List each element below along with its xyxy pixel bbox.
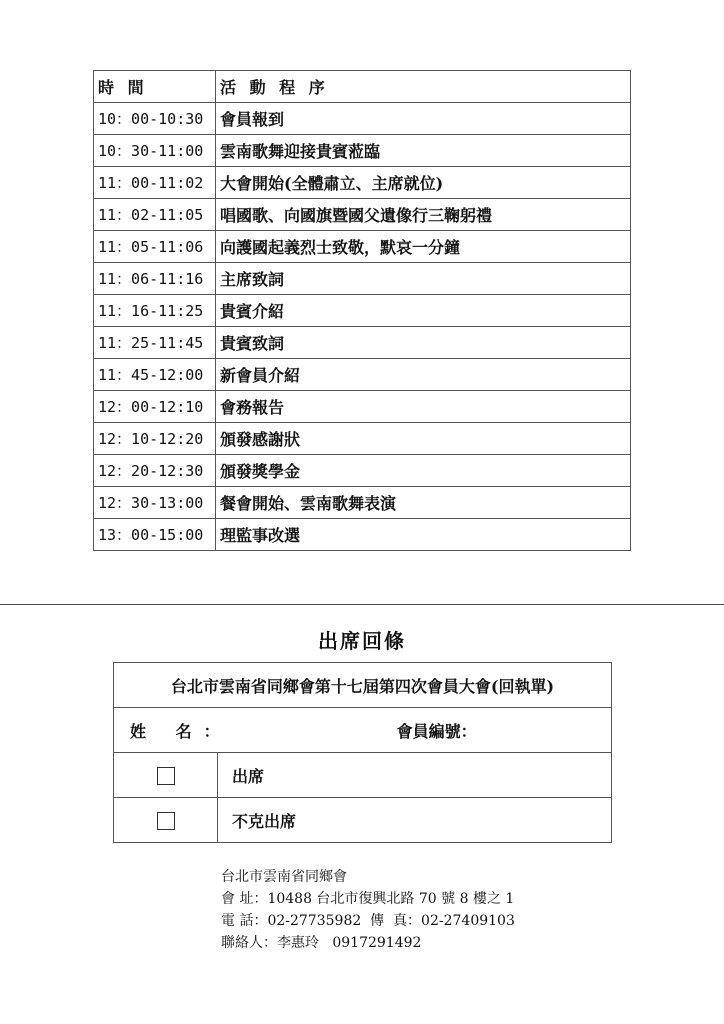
row-item: 頒發獎學金 (216, 455, 631, 487)
table-row (94, 487, 631, 519)
row-time: 11：25-11:45 (94, 327, 216, 359)
header-program: 活 動 程 序 (216, 71, 631, 103)
row-time: 12：30-13:00 (94, 487, 216, 519)
row-time: 10：00-10:30 (94, 103, 216, 135)
contact-phone-fax: 電 話：02-27735982 傳 真：02-27409103 (221, 913, 515, 929)
row-time: 11：05-11:06 (94, 231, 216, 263)
row-item: 大會開始(全體肅立、主席就位) (216, 167, 631, 199)
row-time: 12：00-12:10 (94, 391, 216, 423)
row-item: 貴賓介紹 (216, 295, 631, 327)
table-row (94, 167, 631, 199)
schedule-table (93, 70, 631, 551)
table-row (94, 327, 631, 359)
absent-checkbox[interactable] (157, 812, 175, 830)
row-item: 餐會開始、雲南歌舞表演 (216, 487, 631, 519)
row-item: 雲南歌舞迎接貴賓蒞臨 (216, 135, 631, 167)
table-row (94, 519, 631, 551)
name-row (114, 708, 612, 753)
table-row (94, 199, 631, 231)
attend-option-label: 出席 (218, 753, 612, 798)
row-time: 11：06-11:16 (94, 263, 216, 295)
attend-checkbox[interactable] (157, 767, 175, 785)
absent-option-label: 不克出席 (218, 798, 612, 843)
contact-address: 會 址：10488 台北市復興北路 70 號 8 樓之 1 (221, 891, 515, 907)
absent-checkbox-cell (114, 798, 218, 843)
header-time: 時 間 (94, 71, 216, 103)
reply-form (113, 662, 612, 843)
table-row (94, 391, 631, 423)
contact-org: 台北市雲南省同鄉會 (221, 869, 347, 885)
row-time: 12：10-12:20 (94, 423, 216, 455)
row-item: 唱國歌、向國旗暨國父遺像行三鞠躬禮 (216, 199, 631, 231)
contact-person: 聯絡人：李惠玲 0917291492 (221, 935, 422, 951)
member-no-label: 會員編號： (396, 721, 477, 741)
reply-title: 出席回條 (318, 629, 406, 653)
contact-info (221, 866, 515, 954)
row-item: 會員報到 (216, 103, 631, 135)
cut-line-divider (0, 604, 724, 605)
row-time: 11：16-11:25 (94, 295, 216, 327)
row-time: 11：00-11:02 (94, 167, 216, 199)
row-item: 頒發感謝狀 (216, 423, 631, 455)
table-row (94, 455, 631, 487)
table-row (94, 359, 631, 391)
table-row (94, 263, 631, 295)
table-row (94, 423, 631, 455)
row-item: 主席致詞 (216, 263, 631, 295)
name-label: 姓 名： (130, 721, 232, 741)
schedule-header-row (94, 71, 631, 103)
row-item: 向護國起義烈士致敬，默哀一分鐘 (216, 231, 631, 263)
table-row (94, 231, 631, 263)
row-item: 貴賓致詞 (216, 327, 631, 359)
row-item: 會務報告 (216, 391, 631, 423)
row-time: 12：20-12:30 (94, 455, 216, 487)
row-time: 11：02-11:05 (94, 199, 216, 231)
row-time: 11：45-12:00 (94, 359, 216, 391)
row-time: 10：30-11:00 (94, 135, 216, 167)
row-item: 理監事改選 (216, 519, 631, 551)
reply-form-header: 台北市雲南省同鄉會第十七屆第四次會員大會(回執單) (114, 663, 612, 708)
row-time: 13：00-15:00 (94, 519, 216, 551)
attend-checkbox-cell (114, 753, 218, 798)
table-row (94, 135, 631, 167)
row-item: 新會員介紹 (216, 359, 631, 391)
table-row (94, 103, 631, 135)
table-row (94, 295, 631, 327)
